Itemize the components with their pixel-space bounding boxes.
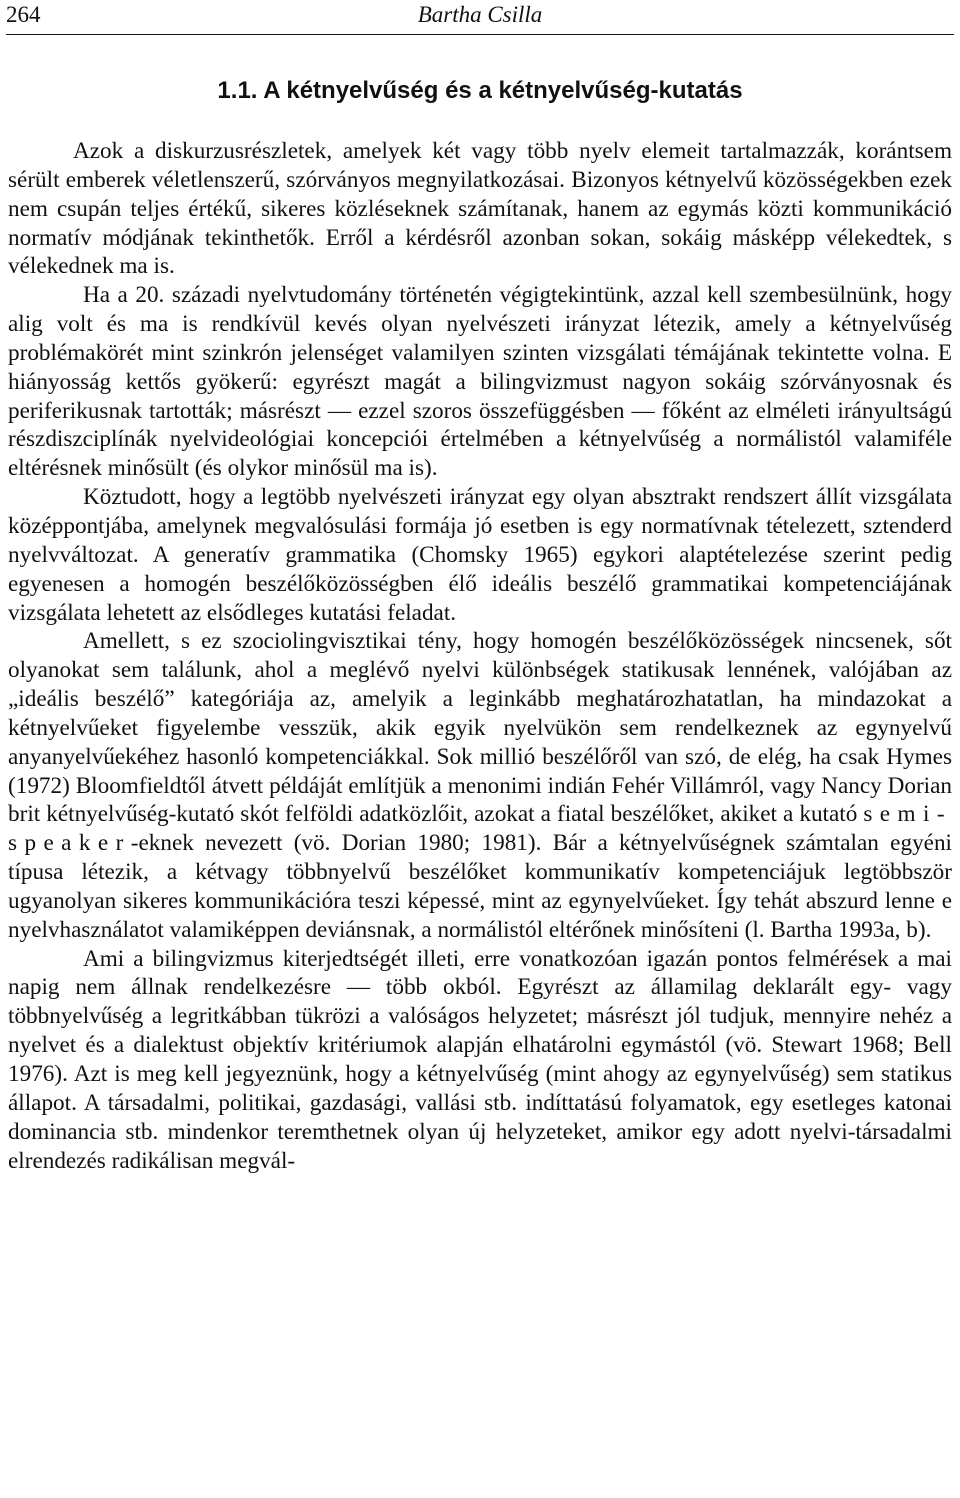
paragraph-2: Ha a 20. századi nyelvtudomány történetén végigtekintünk, azzal kell szembesülnünk, hogy alig volt és ma is rendkívül kevés olyan nyelvészeti irányzat létezik, amely a kétnyelvűség problémakörét mint szinkrón jelenséget valamilyen szinten vizsgálati témájának tekintette volna. E hiányosság kettős gyökerű: egyrészt magát a bilingvizmust nagyon sokáig szórványosnak és periferikusnak tartották; másrészt — ezzel szoros összefüggésben — főként az elméleti irányultságú részdiszciplínák nyelvideológiai koncepciói értelmében a kétnyelvűség a normálistól valamiféle eltérésnek minősült (és olykor minősül ma is). bbox=[8, 282, 952, 482]
body-text bbox=[8, 137, 952, 1175]
page-header bbox=[6, 0, 954, 35]
paragraph-4-text-before: Amellett, s ez szociolingvisztikai tény, hogy homogén beszélőközösségek nincsenek, sőt olyanokat sem találunk, ahol a meglévő nyelvi különbségek statikusak lennének, valójában az „ideális beszélő” kategóriája az, amelyik a leginkább meghatározhatatlan, ha mindazokat a kétnyelvűeket figyelembe vesszük, akik egyik nyelvükön sem rendelkeznek az egynyelvű anyanyelvűekéhez hasonló kompetenciákkal. Sok millió beszélőről van szó, de elég, ha csak Hymes (1972) Bloomfieldtől átvett példáját említjük a menonimi indián Fehér Villámról, vagy Nancy Dorian brit kétnyelvűség-kutató skót felföldi adatközlőit, azokat a fiatal beszélőket, akiket a kutató bbox=[8, 628, 952, 828]
page-number: 264 bbox=[6, 2, 41, 27]
section-heading: 1.1. A kétnyelvűség és a kétnyelvűség-kutatás bbox=[217, 77, 743, 104]
paragraph-4 bbox=[8, 627, 952, 944]
paragraph-5: Ami a bilingvizmus kiterjedtségét illeti, erre vonatkozóan igazán pontos felmérések a mai napig nem állnak rendelkezésre — több okból. Egyrészt az államilag deklarált egy- vagy többnyelvűség a legritkábban tükrözi a valóságos helyzetet; másrészt jól tudjuk, mennyire nehéz a nyelvet és a dialektust objektív kritériumok alapján elhatárolni egymástól (vö. Stewart 1968; Bell 1976). Azt is meg kell jegyeznünk, hogy a kétnyelvűség (mint ahogy az egynyelvűség) sem statikus állapot. A társadalmi, politikai, gazdasági, vallási stb. indíttatású folyamatok, egy esetleges katonai dominancia stb. mindenkor teremthetnek olyan új helyzeteket, amikor egy adott nyelvi-társadalmi elrendezés radikálisan megvál- bbox=[8, 945, 952, 1174]
paragraph-4-text-after: -eknek nevezett (vö. Dorian 1980; 1981). Bár a kétnyelvűségnek számtalan egyéni típusa létezik, a kétvagy többnyelvű beszélőket kommunikatív kompetenciájuk legtöbbször ugyanolyan sikeres kommunikációra teszi képessé, mint az egynyelvűeket. Így tehát abszurd lenne e nyelvhasználatot valamiképpen deviánsnak, a normálistól eltérőnek minősíteni (l. Bartha 1993a, b). bbox=[8, 830, 952, 943]
running-head-author: Bartha Csilla bbox=[417, 2, 543, 27]
paragraph-3: Köztudott, hogy a legtöbb nyelvészeti irányzat egy olyan absztrakt rendszert állít vizsgálata középpontjába, amelynek megvalósulási formája jó esetben is egy normatívnak tételezett, sztenderd nyelvváltozat. A generatív grammatika (Chomsky 1965) egykori alaptételezése szerint pedig egyenesen a homogén beszélőközösségben élő ideális beszélő grammatikai kompetenciájának vizsgálata lehetett az elsődleges kutatási feladat. bbox=[8, 484, 952, 626]
paragraph-1: Azok a diskurzusrészletek, amelyek két vagy több nyelv elemeit tartalmazzák, korántsem sérült emberek véletlenszerű, szórványos megnyilatkozásai. Bizonyos kétnyelvű közösségekben ezek nem csupán teljes értékű, sikeres közléseknek számítanak, hanem az egymás közti kommunikáció normatív módjának tekinthetők. Erről a kérdésről azonban sokan, sokáig másképp vélekedtek, s vélekednek ma is. bbox=[8, 138, 952, 280]
spaced-term-semi-speaker: semi-speaker bbox=[8, 801, 952, 857]
